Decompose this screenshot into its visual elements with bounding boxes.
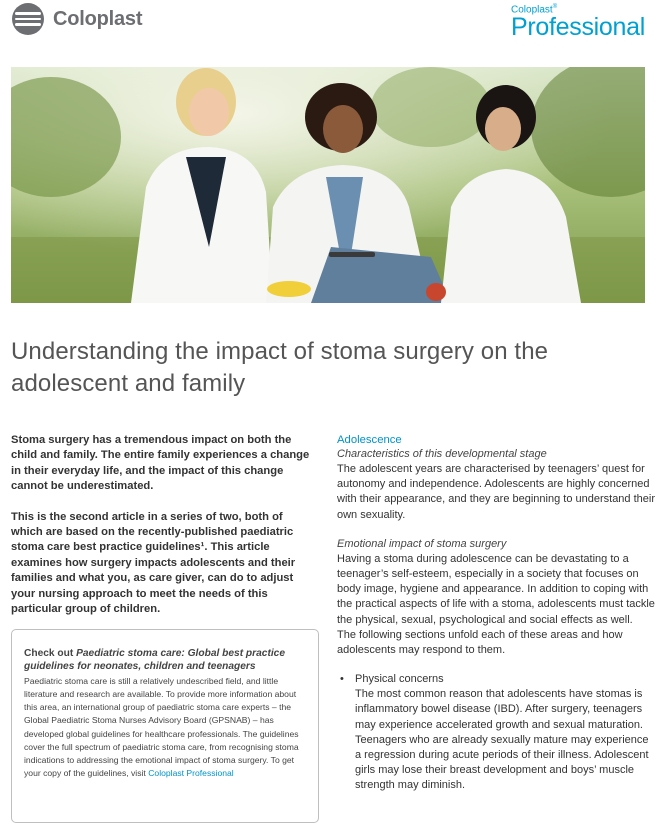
- hero-photo: [11, 67, 645, 303]
- left-column: [11, 433, 311, 632]
- bullet-text: The most common reason that adolescents have stomas is inflammatory bowel disease (IBD). After surgery, teenagers may experience accelerated growth and sexual maturation. Teenagers who are already sexually mature may experience a regression during acute periods of their illness. Adolescent girls may lose their breast development and boys’ muscle strength may diminish.: [355, 688, 649, 792]
- subheading-characteristics: Characteristics of this developmental stage: [337, 448, 547, 460]
- intro-paragraph-1: Stoma surgery has a tremendous impact on both the child and family. The entire family experiences a change in their everyday life, and the impact of this change cannot be underestimated.: [11, 434, 310, 493]
- section-heading-adolescence: Adolescence: [337, 434, 402, 446]
- callout-body: Paediatric stoma care is still a relatively undescribed field, and little literature and research are available. To provide more information about this area, an international group of paediatric stoma care experts – the Global Paediatric Stoma Nurses Advisory Board (GPSNAB) – has developed global guidelines for healthcare professionals. The guidelines cover the full spectrum of paediatric stoma care, from recognising stoma indications to addressing the emotional impact of stoma surgery. To get your copy of the guidelines, visit Coloplast Professional: [24, 675, 299, 779]
- intro-paragraph-2: This is the second article in a series of two, both of which are based on the recently-published paediatric stoma care best practice guidelines¹. This article examines how surgery impacts adolescents and their families and what you, as care giver, can do to adjust your nursing approach to meet the needs of this particular group of children.: [11, 510, 296, 616]
- paragraph-emotional-impact: Having a stoma during adolescence can be devastating to a teenager’s self-esteem, especially in a society that focuses on body image, hygiene and appearance. In addition to coping with the practical aspects of life with a stoma, adolescents must tackle the physical, sexual, psychological and social effects as well.: [337, 552, 655, 626]
- bullet-title: Physical concerns: [355, 673, 444, 686]
- company-name: Coloplast: [53, 7, 143, 30]
- paragraph-sections-intro: The following sections unfold each of these areas and how adolescents may respond to them.: [337, 628, 623, 657]
- coloplast-logo[interactable]: [12, 3, 142, 35]
- professional-logo-small: Coloplast®: [511, 4, 558, 16]
- professional-logo-text: Professional: [511, 13, 645, 42]
- coloplast-professional-link[interactable]: Coloplast Professional: [148, 768, 234, 779]
- professional-logo[interactable]: [511, 2, 645, 40]
- bullet-physical-concerns: [337, 672, 655, 793]
- callout-heading: Check out Paediatric stoma care: Global best practice guidelines for neonates, children and teenagers: [24, 648, 286, 673]
- paragraph-characteristics: The adolescent years are characterised by teenagers’ quest for autonomy and independence. Adolescents are highly concerned with their appearance, and they are beginning to understand their own sexuality.: [337, 463, 655, 521]
- photo-image-icon: [11, 67, 645, 303]
- right-column: [337, 433, 655, 794]
- guidelines-callout: [11, 629, 319, 823]
- article-title: Understanding the impact of stoma surgery on the adolescent and family: [11, 338, 549, 397]
- coloplast-logo-icon: [12, 3, 44, 35]
- bullet-icon: •: [340, 673, 344, 686]
- subheading-emotional-impact: Emotional impact of stoma surgery: [337, 537, 507, 550]
- page-header: [0, 0, 665, 44]
